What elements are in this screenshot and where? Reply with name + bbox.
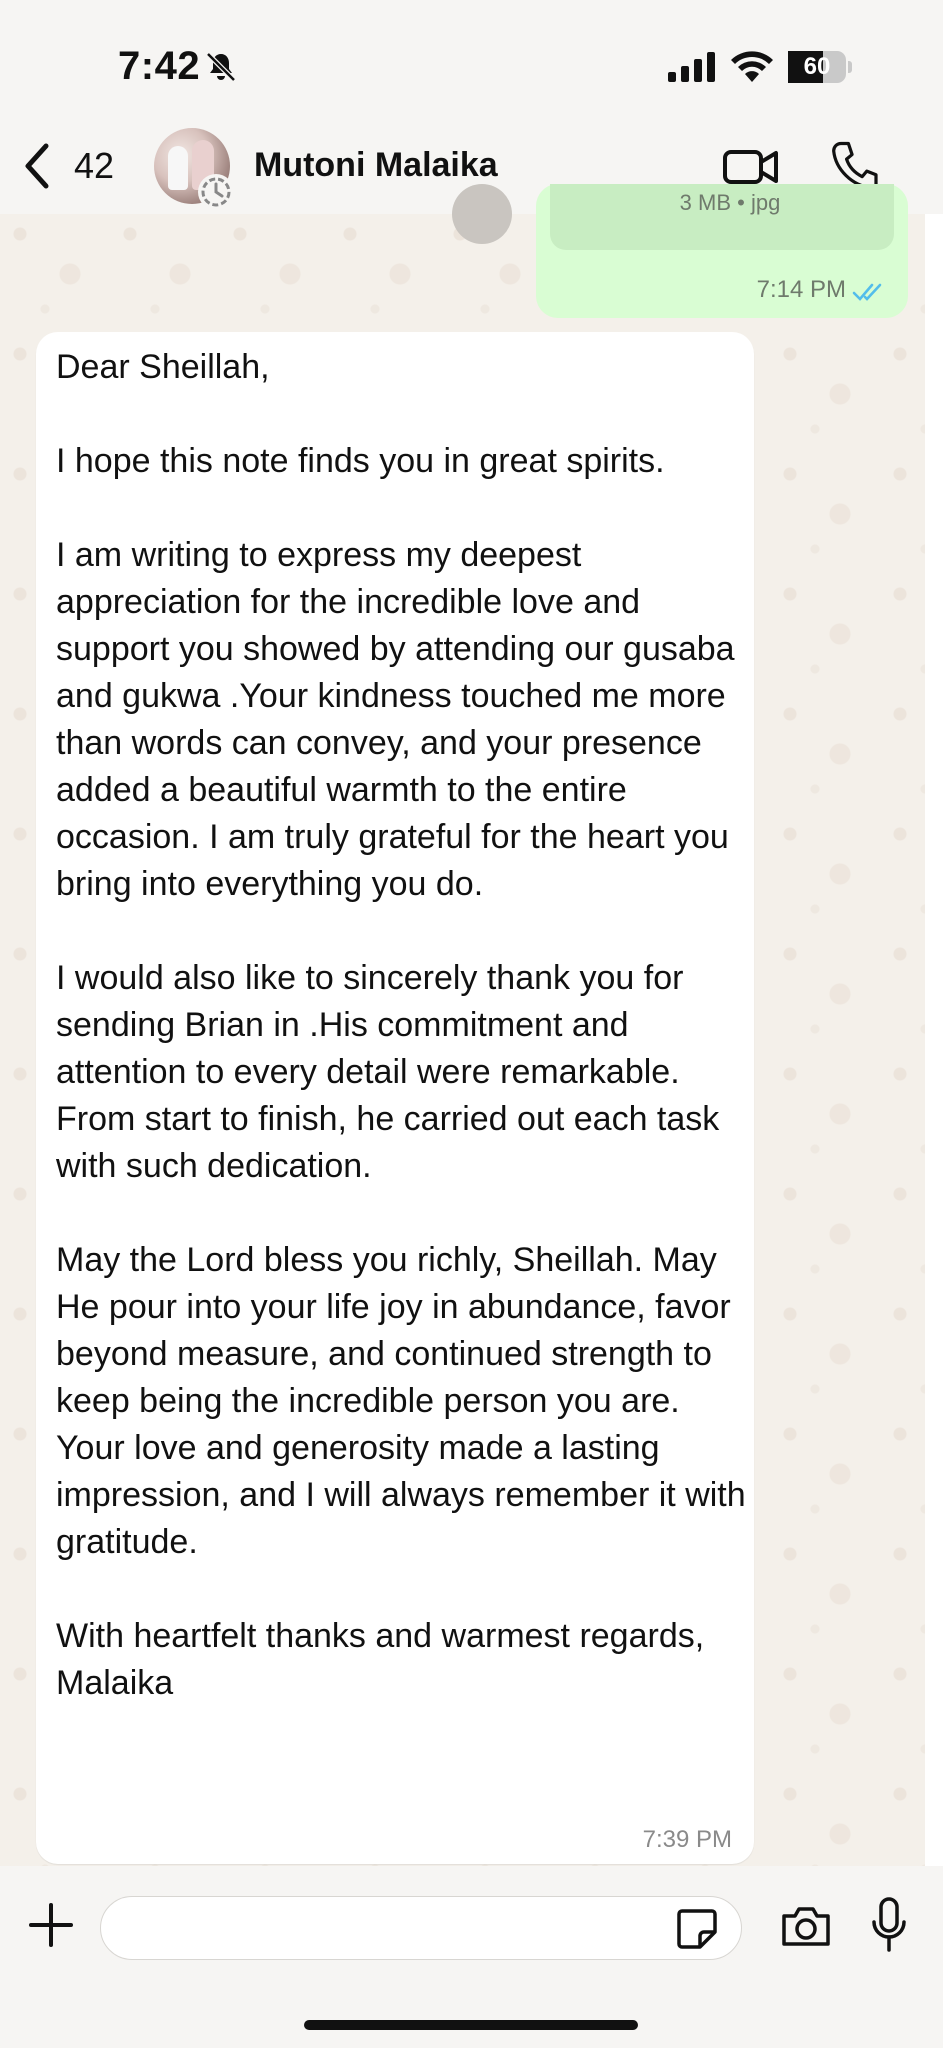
cellular-signal-icon [668,52,716,82]
double-check-icon [852,280,886,304]
video-call-icon[interactable] [722,144,780,188]
battery-indicator [788,51,852,83]
back-button[interactable] [22,138,114,194]
message-time: 7:14 PM [756,276,846,303]
file-meta: 3 MB • jpg [679,190,781,215]
outgoing-image-message[interactable] [536,184,908,318]
input-bar [0,1866,943,2048]
microphone-icon[interactable] [870,1896,908,1954]
status-bar [0,0,943,118]
sender-avatar-partial [452,184,512,244]
camera-icon[interactable] [780,1904,832,1948]
contact-name[interactable]: Mutoni Malaika [254,146,498,184]
status-ring-icon [198,174,234,210]
plus-icon[interactable] [28,1902,74,1948]
unread-count: 42 [74,145,115,186]
message-text: Dear Sheillah, I hope this note finds you in great spirits. I am writing to express my deepest appreciation for the incredible love and support you showed by attending our gusaba and gukwa .Your kindness touched me more than words can convey, and your presence added a beautiful warmth to the entire occasion. I am truly grateful for the heart you bring into everything you do. I would also like to sincerely thank you for sending Brian in .His commitment and attention to every detail were remarkable. From start to finish, he carried out each task with such dedication. May the Lord bless you richly, Sheillah. May He pour into your life joy in abundance, favor beyond measure, and continued strength to keep being the incredible person you are. Your love and generosity made a lasting impression, and I will always remember it with gratitude. With heartfelt thanks and warmest regards, Malaika [56,348,746,1702]
message-time: 7:39 PM [642,1826,732,1853]
wifi-icon [730,48,774,84]
file-info-panel [550,184,894,250]
incoming-message[interactable] [36,332,754,1864]
chevron-left-icon [22,142,52,190]
bell-muted-icon [204,50,238,84]
home-indicator[interactable] [304,2020,638,2030]
scrollbar[interactable] [925,214,943,1866]
chat-area[interactable] [0,190,943,1866]
battery-percent: 60 [803,53,831,80]
status-time: 7:42 [118,44,201,88]
sticker-icon[interactable] [676,1908,718,1950]
message-input[interactable] [100,1896,742,1960]
